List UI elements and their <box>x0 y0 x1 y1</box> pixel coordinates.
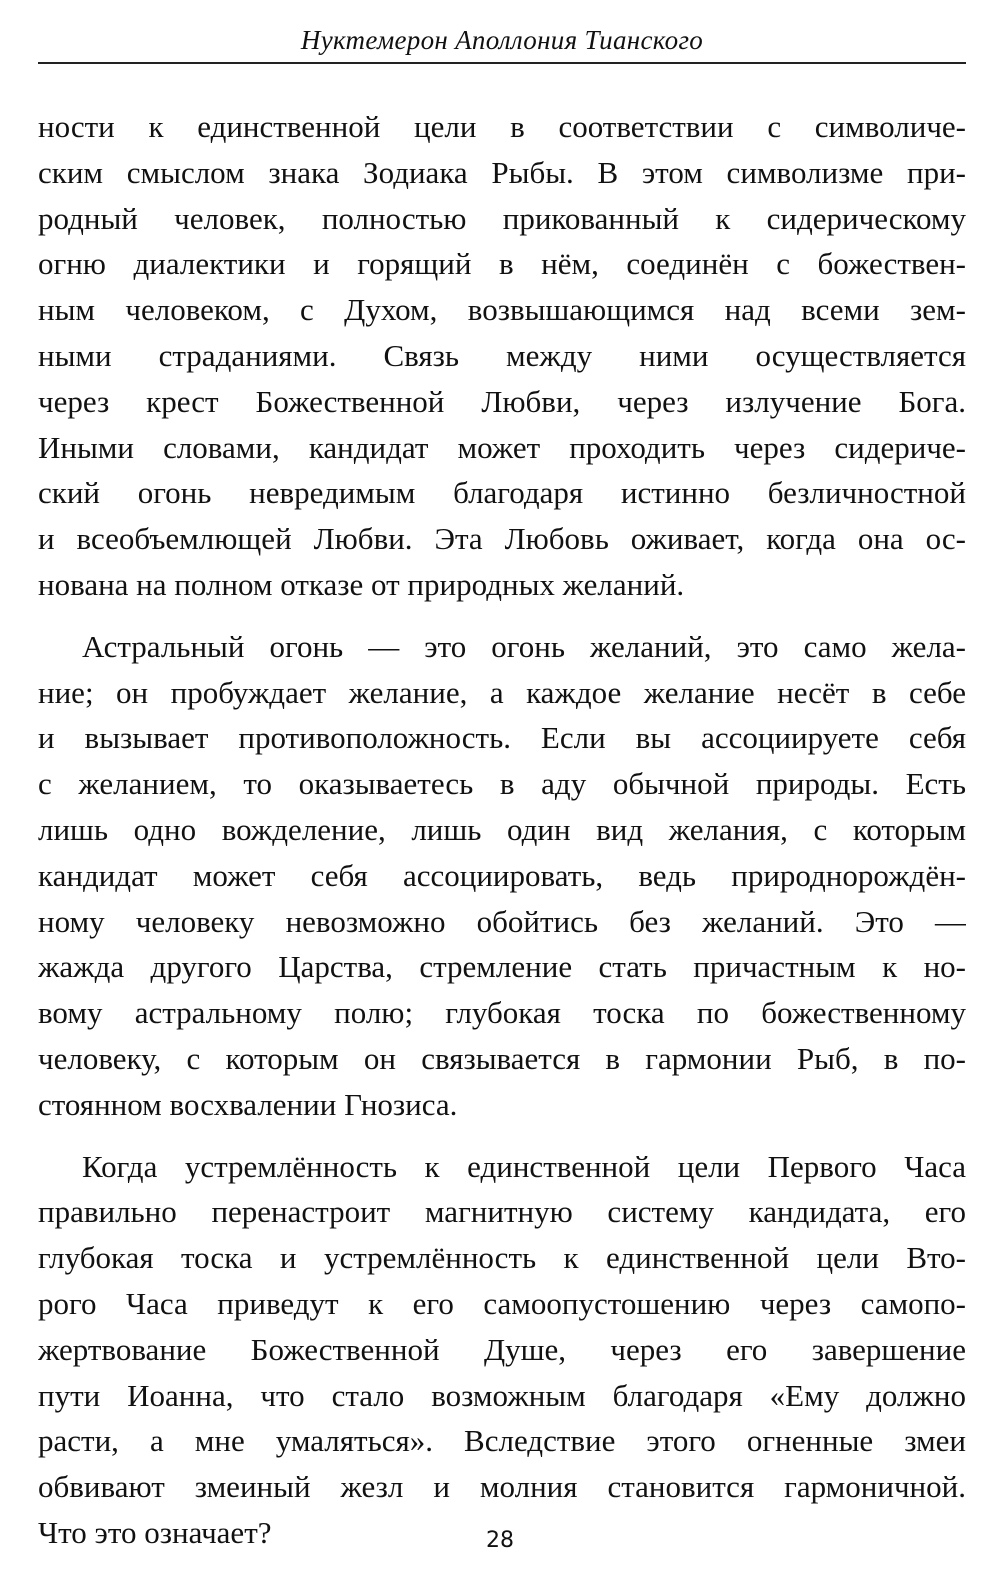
text-line: лишь одно вожделение, лишь один вид желания, с которым <box>38 811 966 847</box>
text-line: вому астральному полю; глубокая тоска по божественному <box>38 995 966 1031</box>
text-line: и вызывает противоположность. Если вы ассоциируете себя <box>38 720 966 756</box>
text-line: ский огонь невредимым благодаря истинно безличностной <box>38 475 966 511</box>
body-text <box>38 104 966 1556</box>
text-line: и всеобъемлющей Любви. Эта Любовь оживает, когда она ос- <box>38 521 966 557</box>
text-line: жертвование Божественной Душе, через его завершение <box>38 1331 966 1367</box>
paragraph-3 <box>38 1144 966 1556</box>
text-line: Когда устремлённость к единственной цели Первого Часа <box>82 1148 966 1184</box>
text-line: правильно перенастроит магнитную систему кандидата, его <box>38 1194 966 1230</box>
header-rule <box>38 62 966 64</box>
text-line: глубокая тоска и устремлённость к единственной цели Вто- <box>38 1240 966 1276</box>
page-number: 28 <box>486 1528 514 1553</box>
text-line: через крест Божественной Любви, через излучение Бога. <box>38 383 966 419</box>
paragraph-gap <box>38 608 966 624</box>
text-line: обвивают змеиный жезл и молния становится гармоничной. <box>38 1469 966 1505</box>
text-line: ние; он пробуждает желание, а каждое желание несёт в себе <box>38 674 966 710</box>
paragraph-gap <box>38 1128 966 1144</box>
paragraph-1 <box>38 104 966 608</box>
text-line: Иными словами, кандидат может проходить через сидериче- <box>38 429 966 465</box>
text-line: с желанием, то оказываетесь в аду обычной природы. Есть <box>38 766 966 802</box>
text-line: жажда другого Царства, стремление стать причастным к но- <box>38 949 966 985</box>
text-line: нована на полном отказе от природных желаний. <box>38 566 685 602</box>
text-line: огню диалектики и горящий в нём, соединён с божествен- <box>38 246 966 282</box>
text-line: ными страданиями. Связь между ними осуществляется <box>38 337 966 373</box>
text-line: рого Часа приведут к его самоопустошению через самопо- <box>38 1285 966 1321</box>
text-line: человеку, с которым он связывается в гармонии Рыб, в по- <box>38 1040 966 1076</box>
text-line: Астральный огонь — это огонь желаний, это само жела- <box>82 628 966 664</box>
text-line: Что это означает? <box>38 1514 272 1550</box>
text-line: расти, а мне умаляться». Вследствие этого огненные змеи <box>38 1423 966 1459</box>
running-title: Нуктемерон Аполлония Тианского <box>300 25 704 55</box>
text-line: родный человек, полностью прикованный к сидерическому <box>38 200 966 236</box>
text-line: ности к единственной цели в соответствии с символиче- <box>38 109 966 144</box>
text-line: ским смыслом знака Зодиака Рыбы. В этом символизме при- <box>38 154 966 190</box>
paragraph-2 <box>38 624 966 1128</box>
text-line: ным человеком, с Духом, возвышающимся над всеми зем- <box>38 292 966 328</box>
text-line: стоянном восхвалении Гнозиса. <box>38 1086 458 1122</box>
text-line: кандидат может себя ассоциировать, ведь природнорождён- <box>38 857 966 893</box>
text-line: пути Иоанна, что стало возможным благодаря «Ему должно <box>38 1377 966 1413</box>
text-line: ному человеку невозможно обойтись без желаний. Это — <box>38 903 966 939</box>
